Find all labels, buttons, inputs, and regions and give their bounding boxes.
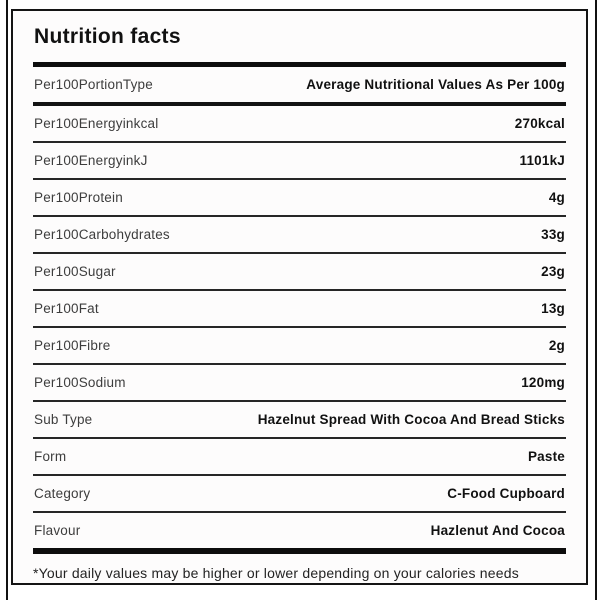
table-row bbox=[33, 328, 566, 365]
table-row bbox=[33, 402, 566, 439]
daily-values-footnote: *Your daily values may be higher or lower depending on your calories needs bbox=[33, 565, 519, 581]
row-label: Per100Energyinkcal bbox=[34, 116, 159, 131]
row-value: 4g bbox=[548, 190, 565, 205]
panel-title: Nutrition facts bbox=[34, 25, 181, 48]
row-label: Per100EnergyinkJ bbox=[34, 153, 148, 168]
row-value: Paste bbox=[527, 449, 565, 464]
table-row bbox=[33, 439, 566, 476]
page-left-rule bbox=[6, 0, 8, 600]
table-row bbox=[33, 254, 566, 291]
table-row bbox=[33, 217, 566, 254]
table-row bbox=[33, 106, 566, 143]
row-label: Form bbox=[34, 449, 67, 464]
row-label: Flavour bbox=[34, 523, 81, 538]
row-value: 13g bbox=[541, 301, 565, 316]
row-value: 270kcal bbox=[514, 116, 565, 131]
table-row bbox=[33, 180, 566, 217]
row-label: Per100Fibre bbox=[34, 338, 111, 353]
row-value: 120mg bbox=[521, 375, 565, 390]
row-value: 1101kJ bbox=[519, 153, 565, 168]
row-label: Per100Fat bbox=[34, 301, 99, 316]
row-label: Per100PortionType bbox=[34, 77, 153, 92]
page-right-rule bbox=[595, 0, 597, 600]
row-value: Hazelnut Spread With Cocoa And Bread Sticks bbox=[257, 412, 565, 427]
table-row bbox=[33, 476, 566, 513]
row-label: Per100Carbohydrates bbox=[34, 227, 170, 242]
nutrition-rows bbox=[33, 67, 566, 548]
table-row bbox=[33, 67, 566, 106]
row-label: Per100Sodium bbox=[34, 375, 126, 390]
nutrition-facts-panel bbox=[11, 9, 588, 585]
row-value: 33g bbox=[541, 227, 565, 242]
table-row bbox=[33, 513, 566, 548]
row-value: 2g bbox=[548, 338, 565, 353]
row-label: Per100Protein bbox=[34, 190, 123, 205]
table-row bbox=[33, 291, 566, 328]
row-value: C-Food Cupboard bbox=[447, 486, 565, 501]
row-label: Per100Sugar bbox=[34, 264, 116, 279]
row-value: Average Nutritional Values As Per 100g bbox=[306, 77, 565, 92]
row-label: Category bbox=[34, 486, 91, 501]
row-value: Hazlenut And Cocoa bbox=[430, 523, 565, 538]
row-label: Sub Type bbox=[34, 412, 93, 427]
table-row bbox=[33, 365, 566, 402]
table-row bbox=[33, 143, 566, 180]
row-value: 23g bbox=[541, 264, 565, 279]
